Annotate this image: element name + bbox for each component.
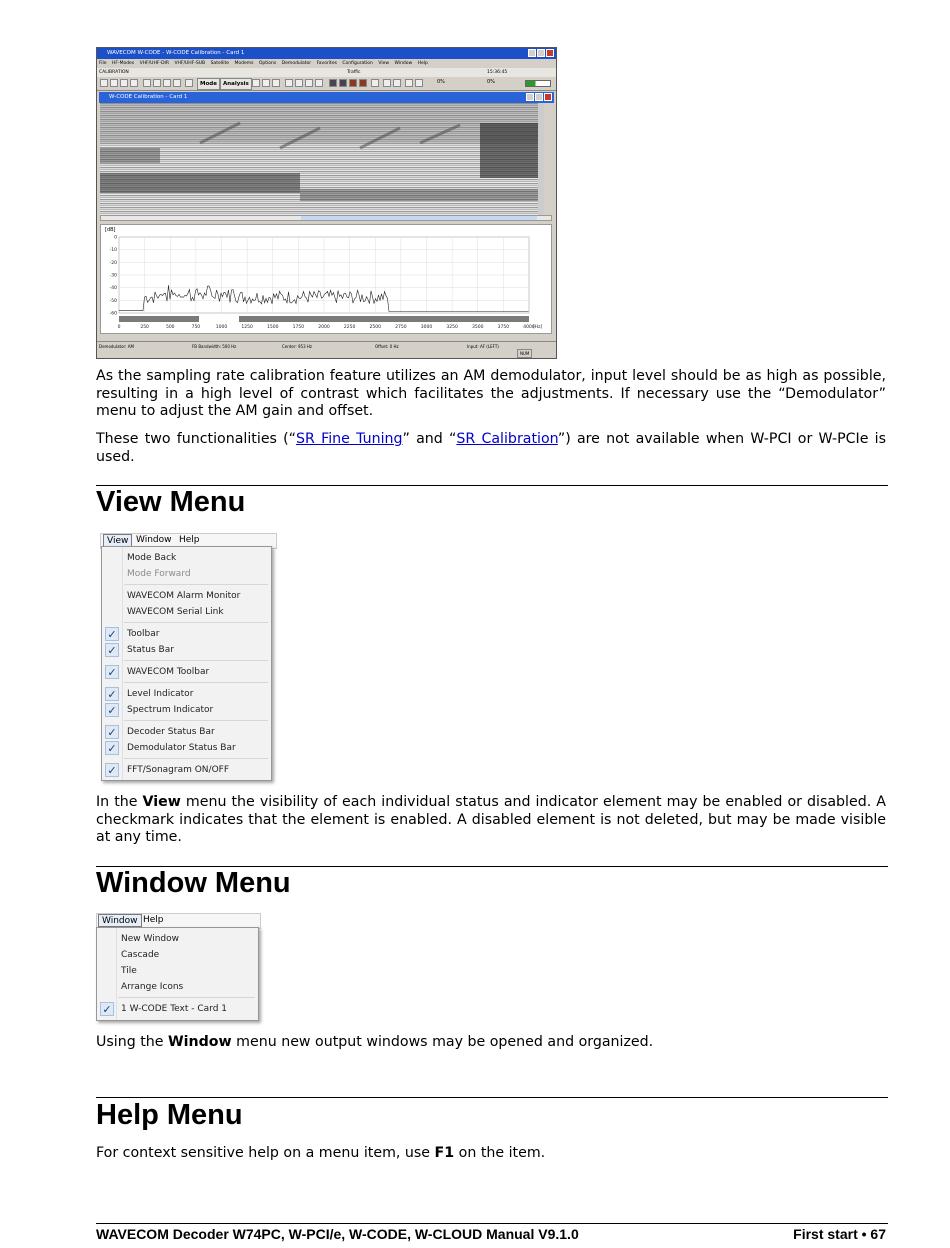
menu-item-label: Tile xyxy=(121,966,137,976)
tool-icon xyxy=(371,79,379,87)
window-dropdown-menu xyxy=(96,927,259,1021)
checkmark-icon: ✓ xyxy=(105,725,119,739)
spectrum-plot xyxy=(101,225,551,333)
x-tick-label: 500 xyxy=(165,325,175,330)
x-tick-label: 3500 xyxy=(472,325,484,330)
open-icon xyxy=(110,79,118,87)
footer-bullet: • xyxy=(861,1226,867,1242)
menu-help: Help xyxy=(417,61,428,66)
menu-item[interactable] xyxy=(97,931,258,947)
analysis-button: Analysis xyxy=(220,78,252,90)
section-rule xyxy=(96,1097,888,1098)
window-menu-title[interactable]: Window xyxy=(136,535,172,545)
y-tick-label: -10 xyxy=(109,248,117,254)
maximize-icon xyxy=(535,93,543,101)
x-tick-label: 2500 xyxy=(369,325,381,330)
menu-item[interactable] xyxy=(102,686,271,702)
tool-icon xyxy=(272,79,280,87)
calibration-paragraph: As the sampling rate calibration feature utilizes an AM demodulator, input level should be as high as possible, resulting in a high level of contrast which facilitates the adjustments. If necessary use the “Demodulator” menu to adjust the AM gain and offset. xyxy=(96,368,886,420)
menu-item[interactable] xyxy=(102,604,271,620)
help-menu-title[interactable]: Help xyxy=(179,535,200,545)
para-text: on the item. xyxy=(454,1145,546,1161)
menu-file: File xyxy=(99,61,107,66)
menu-demodulator: Demodulator xyxy=(281,61,312,66)
view-paragraph xyxy=(96,794,886,847)
tool-icon xyxy=(359,79,367,87)
para-text: ”) are not available when W-PCI or W-PCIe is used. xyxy=(96,431,886,465)
footer-manual-title: WAVECOM Decoder W74PC, W-PCI/e, W-CODE, W-CLOUD Manual V9.1.0 xyxy=(96,1226,579,1242)
window-menu-title[interactable]: Window xyxy=(98,914,142,927)
x-tick-label: 250 xyxy=(140,325,149,330)
stat-demod: Demodulator: AM xyxy=(99,344,134,349)
footer-chapter: First start xyxy=(793,1226,858,1242)
child-title: W-CODE Calibration - Card 1 xyxy=(109,94,188,100)
menu-separator xyxy=(124,758,268,759)
menu-item-label: Arrange Icons xyxy=(121,982,184,992)
sonagram-texture xyxy=(100,103,544,215)
y-tick-label: -20 xyxy=(109,260,117,266)
menu-item[interactable] xyxy=(102,642,271,658)
checkmark-icon: ✓ xyxy=(105,643,119,657)
menu-hf-modes: HF-Modes xyxy=(111,61,135,66)
menu-item[interactable] xyxy=(97,979,258,995)
checkmark-icon: ✓ xyxy=(105,741,119,755)
sr-calibration-link[interactable]: SR Calibration xyxy=(456,431,558,447)
child-titlebar xyxy=(99,92,554,103)
level-percent-1: 0% xyxy=(437,79,445,85)
menu-item[interactable] xyxy=(102,762,271,778)
tool-icon xyxy=(405,79,413,87)
level-percent-2: 0% xyxy=(487,79,495,85)
level-indicator xyxy=(525,80,551,87)
tool-icon xyxy=(285,79,293,87)
menu-item-label: Status Bar xyxy=(127,645,174,655)
y-tick-label: -50 xyxy=(109,298,117,304)
maximize-icon xyxy=(537,49,545,57)
tool-icon xyxy=(329,79,337,87)
checkmark-icon: ✓ xyxy=(105,703,119,717)
x-tick-label: 2000 xyxy=(318,325,330,330)
menu-separator xyxy=(124,660,268,661)
menu-favorites: Favorites xyxy=(316,61,337,66)
stat-input: Input: AF (LEFT) xyxy=(467,344,499,349)
menu-item[interactable] xyxy=(102,566,271,582)
para-bold: View xyxy=(142,794,181,810)
menu-item[interactable] xyxy=(102,724,271,740)
x-unit-label: [Hz] xyxy=(533,325,543,330)
footer-rule xyxy=(96,1223,888,1224)
scale-bar-window xyxy=(199,316,239,322)
menu-configuration: Configuration xyxy=(342,61,373,66)
para-text: In the xyxy=(96,794,143,810)
menu-separator xyxy=(118,997,255,998)
tool-icon xyxy=(349,79,357,87)
wcode-calibration-screenshot xyxy=(96,47,557,359)
menu-item-label: Mode Back xyxy=(127,553,177,563)
x-tick-label: 2750 xyxy=(395,325,407,330)
window-menu-heading: Window Menu xyxy=(96,867,291,899)
menu-item-label: Level Indicator xyxy=(127,689,194,699)
new-icon xyxy=(100,79,108,87)
decoder-status-bar xyxy=(97,341,556,351)
para-text: menu the visibility of each individual status and indicator element may be enabled or disabled. A checkmark indicates that the element is enabled. A disabled element is not deleted, but may be made visible at any time. xyxy=(96,794,886,846)
num-lock-indicator: NUM xyxy=(517,349,532,358)
para-text: For context sensitive help on a menu item, use xyxy=(96,1145,435,1161)
x-tick-label: 4000 xyxy=(523,325,535,330)
menu-item[interactable] xyxy=(102,626,271,642)
status-mode: CALIBRATION xyxy=(99,70,129,75)
menu-item[interactable] xyxy=(97,947,258,963)
tool-icon xyxy=(173,79,181,87)
help-icon xyxy=(185,79,193,87)
spectrum-display xyxy=(100,224,552,334)
scroll-thumb xyxy=(301,216,537,220)
x-tick-label: 1000 xyxy=(215,325,228,330)
footer-page-info xyxy=(793,1226,886,1242)
menu-modems: Modems xyxy=(234,61,254,66)
tool-icon xyxy=(153,79,161,87)
checkmark-icon: ✓ xyxy=(105,627,119,641)
help-menu-title[interactable]: Help xyxy=(143,915,164,925)
x-tick-label: 2250 xyxy=(343,325,356,330)
help-menu-heading: Help Menu xyxy=(96,1099,243,1131)
page-number: 67 xyxy=(870,1226,886,1242)
help-paragraph xyxy=(96,1145,886,1163)
x-tick-label: 1750 xyxy=(292,325,305,330)
menu-separator xyxy=(124,622,268,623)
para-text: Using the xyxy=(96,1034,169,1050)
tool-icon xyxy=(295,79,303,87)
sonagram-display xyxy=(100,103,544,215)
tool-icon xyxy=(383,79,391,87)
checkmark-icon: ✓ xyxy=(105,665,119,679)
tool-icon xyxy=(305,79,313,87)
minimize-icon xyxy=(528,49,536,57)
tool-icon xyxy=(339,79,347,87)
spectrum-unit: [dB] xyxy=(105,227,116,233)
para-bold: F1 xyxy=(434,1145,455,1161)
app-status-row xyxy=(97,68,556,77)
mode-button: Mode xyxy=(197,78,220,90)
menu-item[interactable] xyxy=(102,588,271,604)
print-icon xyxy=(130,79,138,87)
menu-item[interactable] xyxy=(97,1001,258,1017)
stat-center: Center: 953 Hz xyxy=(282,344,313,349)
checkmark-icon: ✓ xyxy=(105,687,119,701)
status-traffic: Traffic xyxy=(347,70,361,75)
status-time: 15:36:45 xyxy=(487,70,508,75)
menu-item[interactable] xyxy=(102,664,271,680)
view-menu-title[interactable]: View xyxy=(103,534,132,547)
y-tick-label: -30 xyxy=(109,273,117,279)
sonagram-hscroll xyxy=(100,215,552,221)
menu-satellite: Satellite xyxy=(210,61,230,66)
tool-icon xyxy=(252,79,260,87)
stat-offset: Offset: 0 Hz xyxy=(375,344,399,349)
checkmark-icon: ✓ xyxy=(100,1002,114,1016)
y-tick-label: 0 xyxy=(114,235,117,241)
window-paragraph xyxy=(96,1034,886,1052)
view-menu-heading: View Menu xyxy=(96,486,246,518)
tool-icon xyxy=(163,79,171,87)
app-title: WAVECOM W-CODE - W-CODE Calibration - Card 1 xyxy=(107,50,245,56)
menu-item-label: Spectrum Indicator xyxy=(127,705,214,715)
menu-item-label: Demodulator Status Bar xyxy=(127,743,236,753)
tool-icon xyxy=(262,79,270,87)
menu-item-label: WAVECOM Alarm Monitor xyxy=(127,591,241,601)
tool-icon xyxy=(393,79,401,87)
menu-view: View xyxy=(378,61,390,66)
close-icon xyxy=(544,93,552,101)
menu-item-label: WAVECOM Toolbar xyxy=(127,667,210,677)
menu-window: Window xyxy=(394,61,413,66)
menu-separator xyxy=(124,720,268,721)
x-tick-label: 3750 xyxy=(497,325,510,330)
x-tick-label: 1500 xyxy=(267,325,279,330)
menu-item[interactable] xyxy=(97,963,258,979)
close-icon xyxy=(546,49,554,57)
para-text: These two functionalities (“ xyxy=(96,431,297,447)
para-text: ” and “ xyxy=(402,431,457,447)
x-tick-label: 1250 xyxy=(241,325,253,330)
y-tick-label: -60 xyxy=(109,311,117,317)
menu-item[interactable] xyxy=(102,702,271,718)
app-toolbar xyxy=(97,77,556,91)
tool-icon xyxy=(143,79,151,87)
menu-item[interactable] xyxy=(102,550,271,566)
menu-item-label: Mode Forward xyxy=(127,569,191,579)
scale-bar xyxy=(119,316,529,322)
menu-separator xyxy=(124,584,268,585)
availability-paragraph xyxy=(96,431,886,466)
menu-vhf-dir: VHF/UHF-DIR xyxy=(139,61,169,66)
view-dropdown-menu xyxy=(101,546,272,781)
menu-item-label: Cascade xyxy=(121,950,160,960)
y-tick-label: -40 xyxy=(109,286,117,292)
checkmark-icon: ✓ xyxy=(105,763,119,777)
x-tick-label: 3000 xyxy=(420,325,433,330)
menu-vhf-sub: VHF/UHF-SUB xyxy=(174,61,206,66)
tool-icon xyxy=(415,79,423,87)
x-tick-label: 0 xyxy=(117,325,121,330)
x-tick-label: 3250 xyxy=(446,325,458,330)
para-text: menu new output windows may be opened and organized. xyxy=(231,1034,654,1050)
minimize-icon xyxy=(526,93,534,101)
save-icon xyxy=(120,79,128,87)
menu-item-label: WAVECOM Serial Link xyxy=(127,607,224,617)
menu-separator xyxy=(124,682,268,683)
menu-item-label: Toolbar xyxy=(127,629,160,639)
sr-fine-tuning-link[interactable]: SR Fine Tuning xyxy=(296,431,403,447)
menu-item-label: FFT/Sonagram ON/OFF xyxy=(127,765,230,775)
para-bold: Window xyxy=(168,1034,232,1050)
menu-options: Options xyxy=(258,61,277,66)
stat-bandwidth: FB Bandwidth: 500 Hz xyxy=(192,344,237,349)
tool-icon xyxy=(315,79,323,87)
x-tick-label: 750 xyxy=(191,325,201,330)
menu-item-label: Decoder Status Bar xyxy=(127,727,215,737)
app-titlebar xyxy=(97,48,556,59)
sonagram-vscroll xyxy=(538,103,544,215)
app-menubar xyxy=(97,59,556,68)
menu-item-label: New Window xyxy=(121,934,179,944)
menu-item[interactable] xyxy=(102,740,271,756)
menu-item-label: 1 W-CODE Text - Card 1 xyxy=(121,1004,228,1014)
